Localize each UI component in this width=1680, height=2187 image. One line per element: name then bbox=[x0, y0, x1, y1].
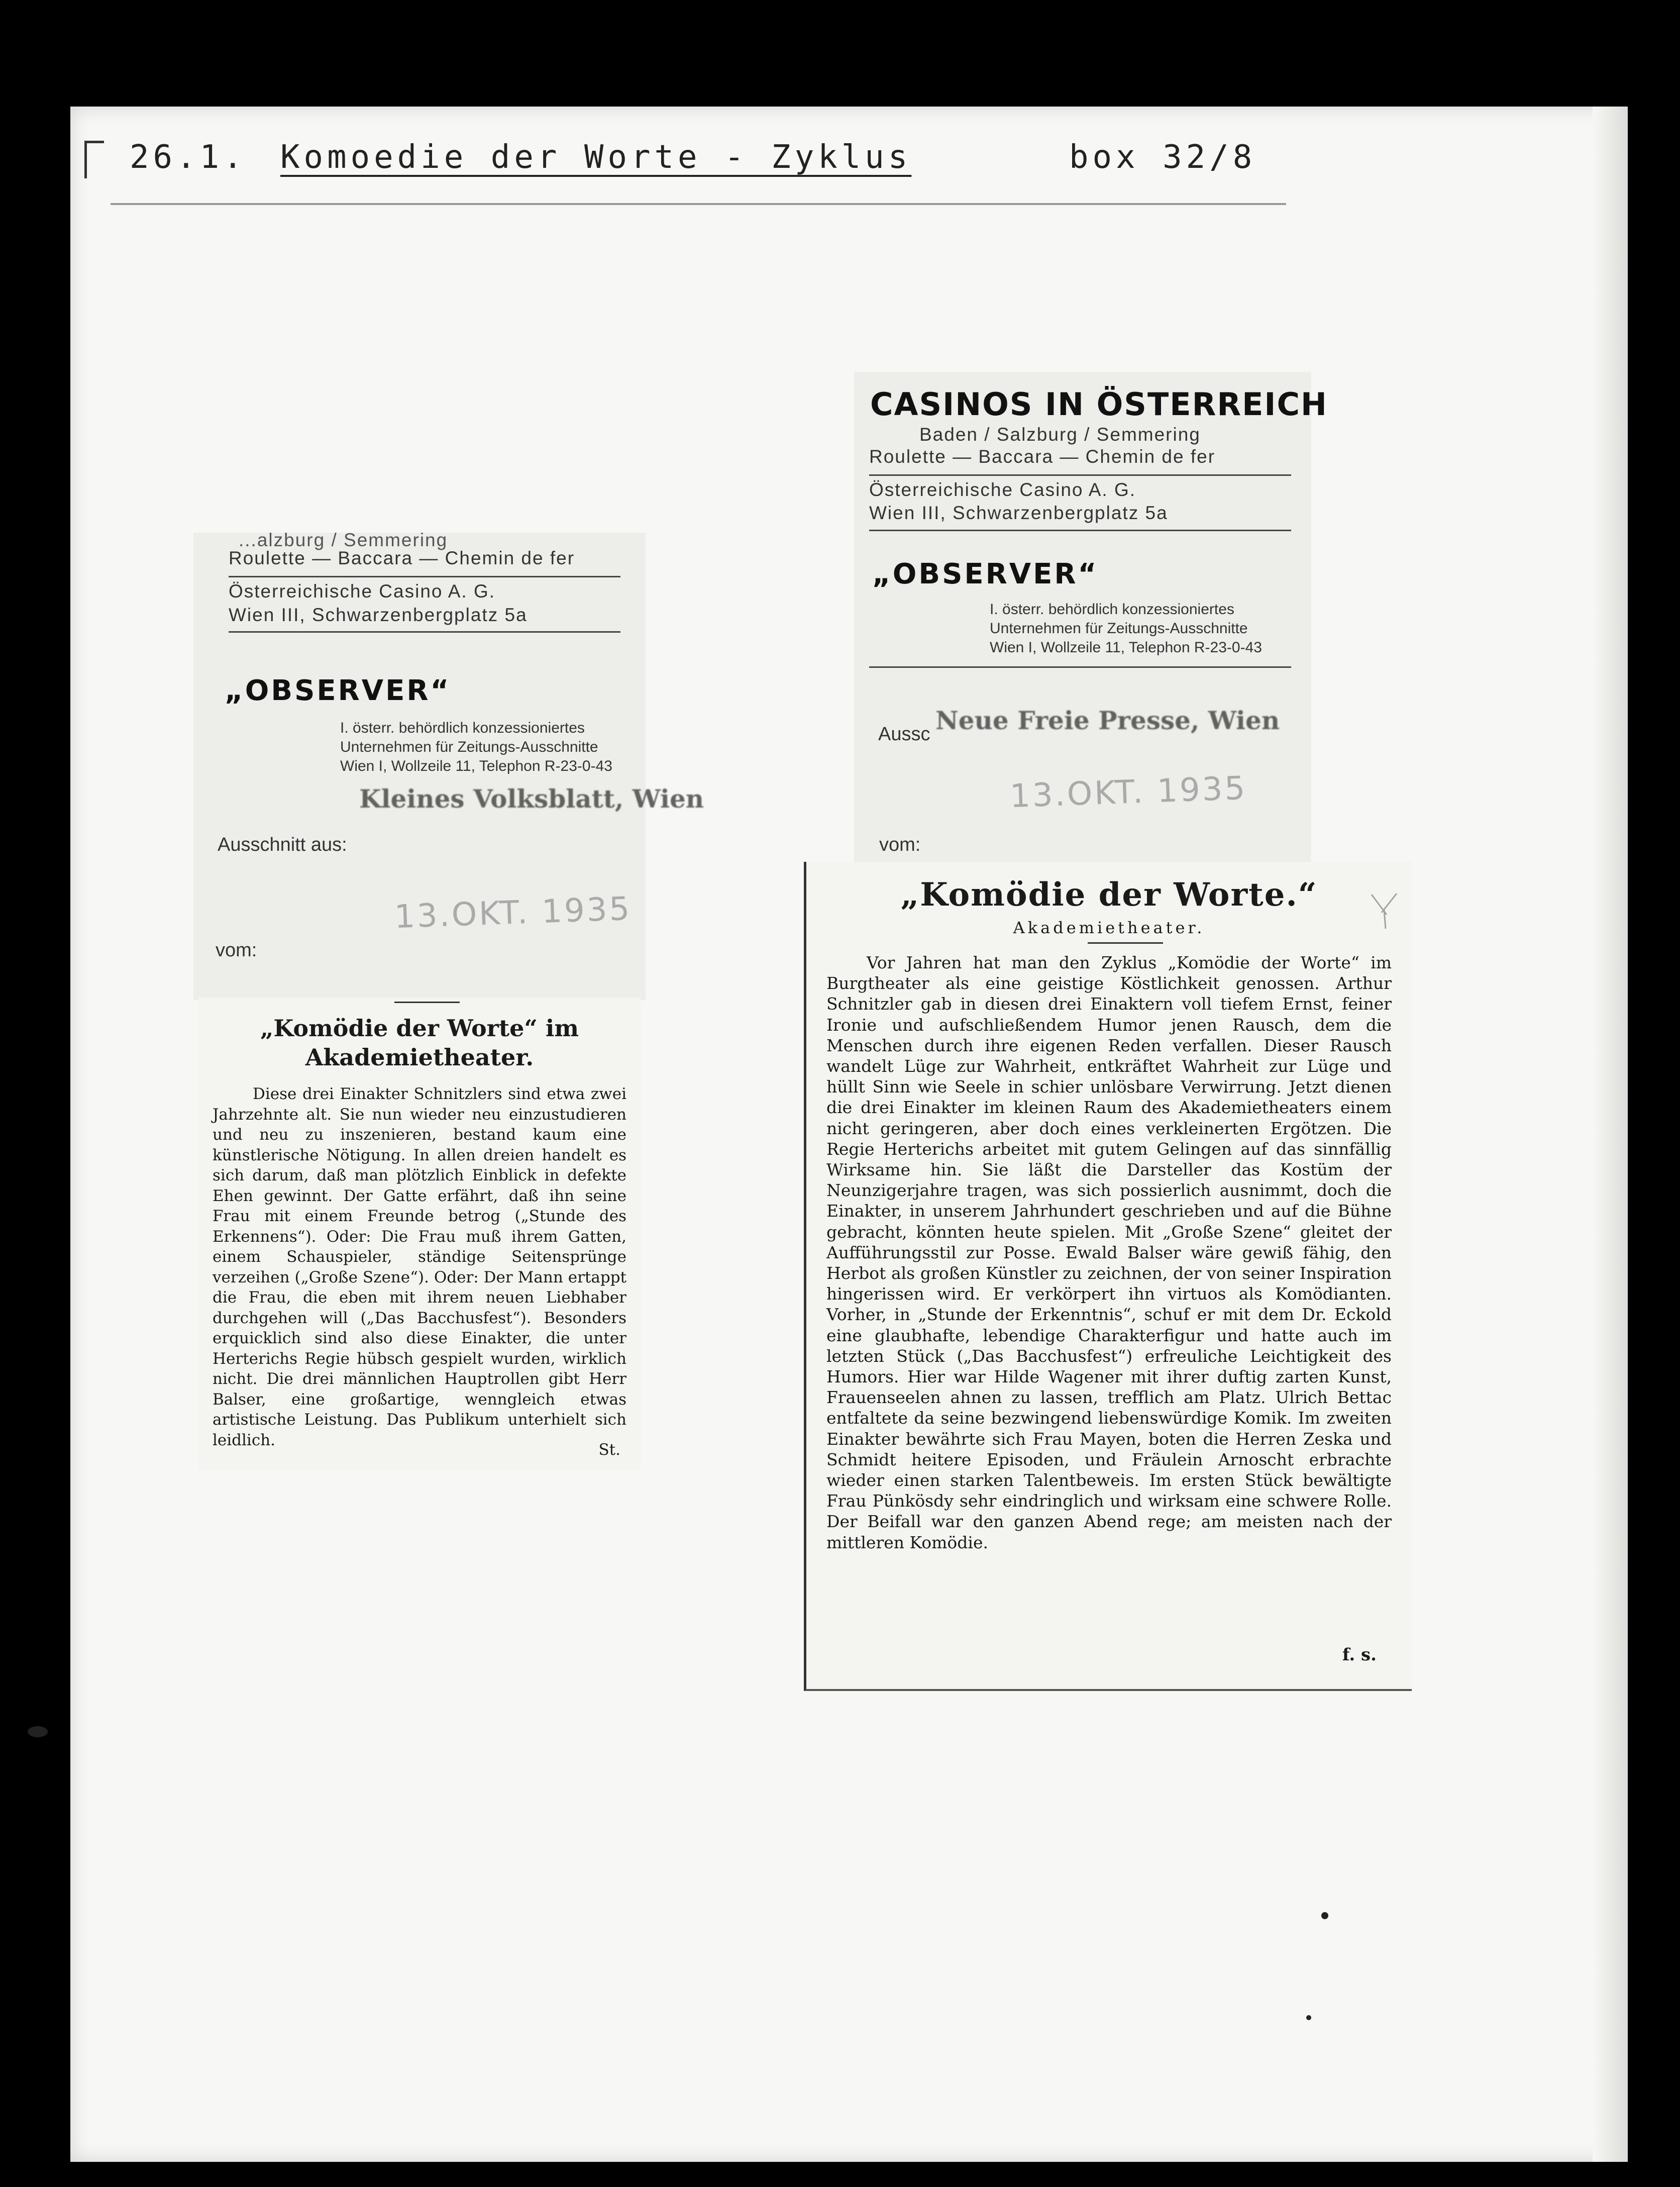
casinos-headline: CASINOS IN ÖSTERREICH bbox=[870, 386, 1328, 423]
article-akademietheater-right bbox=[804, 862, 1412, 1691]
pencil-annotation-mark bbox=[1367, 889, 1402, 930]
article-signature: St. bbox=[598, 1441, 620, 1459]
observer-logo: „OBSERVER“ bbox=[872, 558, 1099, 590]
date-label: vom: bbox=[216, 940, 257, 961]
box-number: box 32/8 bbox=[1069, 139, 1256, 176]
clipping-slip-right bbox=[854, 372, 1328, 864]
observer-line-3: Wien I, Wollzeile 11, Telephon R-23-0-43 bbox=[990, 639, 1262, 656]
slip-partial-locations: ...alzburg / Semmering bbox=[239, 530, 448, 550]
article-headline: „Komödie der Worte.“ bbox=[900, 876, 1318, 914]
article-akademietheater-left bbox=[198, 998, 641, 1470]
article-body: Vor Jahren hat man den Zyklus „Komödie der Worte“ im Burgtheater als eine geistige Köstlichkeit genossen. Arthur Schnitzler gab in diesen drei Einaktern voll tiefem Ernst, feiner Ironie und aufschließendem Humor jenen Rausch, dem die Menschen durch ihre eigenen Reden verfallen. Dieser Rausch wandelt Lüge zur Wahrheit, entkräftet Wahrheit zur Lüge und hüllt Sinn wie Seele in schier unlösbare Verwirrung. Jetzt dienen die drei Einakter im kleinen Raum des Akademietheaters einem nicht geringeren, aber doch eines verkleinerten Ergötzen. Die Regie Herterichs arbeitet mit gutem Gelingen auf das sinnfällig Wirksame hin. Sie läßt die Darsteller das Kostüm der Neunzigerjahre tragen, was sich possierlich ausnimmt, doch die Einakter, in unserem Jahrhundert geschrieben und auf die Bühne gebracht, könnten heute spielen. Mit „Große Szene“ gleitet der Aufführungsstil zur Posse. Ewald Balser wäre gewiß fähig, den Herbot als großen Künstler zu zeichnen, der von seiner Inspiration hingerissen wird. Er verkörpert ihn virtuos als Komödianten. Vorher, in „Stunde der Erkenntnis“, schuf er mit dem Dr. Eckold eine glaubhafte, lebendige Charakterfigur und hatte auch im letzten Stück („Das Bacchusfest“) erfreuliche Leichtigkeit des Humors. Hier war Hilde Wagener mit ihrer duftig zarten Kunst, Frauenseelen ahnen zu lassen, trefflich am Platz. Ulrich Bettac entfaltete da seine bezwingend liebenswürdige Komik. Im zweiten Einakter bewährte sich Frau Mayen, boten die Herren Zeska und Schmidt heitere Episoden, und Fräulein Arnoscht erbrachte wieder einen starken Talentbeweis. Im ersten Stück bewältigte Frau Pünkösdy sehr eindringlich und wirksam eine schwere Rolle. Der Beifall war den ganzen Abend rege; am meisten nach der mittleren Komödie. bbox=[826, 953, 1392, 1552]
slip-games: Roulette — Baccara — Chemin de fer bbox=[869, 446, 1216, 467]
article-body: Diese drei Einakter Schnitzlers sind etwa zwei Jahrzehnte alt. Sie nun wieder neu einzustudieren und neu zu inszenieren, bestand kaum eine künstlerische Nötigung. In allen dreien handelt es sich darum, daß man plötzlich Einblick in defekte Ehen gewinnt. Der Gatte erfährt, daß ihn seine Frau mit einem Freunde betrog („Stunde des Erkennens“). Oder: Die Frau muß ihrem Gatten, einem Schauspieler, ständige Seitensprünge verzeihen („Große Szene“). Oder: Der Mann ertappt die Frau, die eben mit ihrem neuen Liebhaber durchgehen will („Das Bacchusfest“). Besonders erquicklich sind also diese Einakter, die unter Herterichs Regie hübsch gespielt wurden, wirklich nicht. Die drei männlichen Hauptrollen gibt Herr Balser, eine großartige, wenngleich etwas artistische Leistung. Das Publikum unterhielt sich leidlich. bbox=[213, 1085, 626, 1449]
observer-line-2: Unternehmen für Zeitungs-Ausschnitte bbox=[340, 739, 598, 755]
slip-address: Wien III, Schwarzenbergplatz 5a bbox=[869, 503, 1168, 523]
source-stamp: Neue Freie Presse, Wien bbox=[935, 706, 1280, 735]
corner-bracket bbox=[84, 141, 104, 178]
slip-divider bbox=[229, 576, 620, 577]
scan-speck bbox=[1306, 2015, 1311, 2020]
excerpt-from-label: Ausschnitt aus: bbox=[218, 834, 347, 855]
article-signature: f. s. bbox=[1342, 1645, 1377, 1665]
source-stamp: Kleines Volksblatt, Wien bbox=[359, 784, 704, 814]
slip-divider bbox=[229, 631, 620, 633]
observer-logo: „OBSERVER“ bbox=[225, 674, 451, 707]
slip-games: Roulette — Baccara — Chemin de fer bbox=[229, 548, 575, 568]
excerpt-from-label: Aussc bbox=[878, 724, 930, 745]
observer-line-3: Wien I, Wollzeile 11, Telephon R-23-0-43 bbox=[340, 758, 612, 774]
article-headline: „Komödie der Worte“ im Akademietheater. bbox=[260, 1015, 579, 1071]
slip-company: Österreichische Casino A. G. bbox=[869, 479, 1136, 500]
date-stamp: 13.OKT. 1935 bbox=[1009, 769, 1248, 816]
observer-line-1: I. österr. behördlich konzessioniertes bbox=[340, 720, 585, 736]
article-subhead: Akademietheater. bbox=[1013, 918, 1205, 937]
date-label: vom: bbox=[879, 834, 921, 855]
clipping-slip-left bbox=[193, 530, 704, 1000]
header-divider bbox=[111, 203, 1286, 205]
folder-reference: 26.1. bbox=[130, 139, 247, 176]
scan-speck bbox=[1321, 1912, 1328, 1919]
article-top-rule bbox=[394, 1002, 460, 1003]
observer-line-2: Unternehmen für Zeitungs-Ausschnitte bbox=[990, 620, 1248, 637]
slip-divider bbox=[869, 666, 1291, 668]
slip-divider bbox=[869, 530, 1291, 531]
article-subhead-rule bbox=[1088, 942, 1163, 944]
date-stamp: 13.OKT. 1935 bbox=[393, 890, 633, 936]
folder-title: Komoedie der Worte - Zyklus bbox=[280, 139, 912, 176]
scan-speck bbox=[28, 1726, 48, 1737]
slip-company: Österreichische Casino A. G. bbox=[229, 581, 496, 602]
observer-line-1: I. österr. behördlich konzessioniertes bbox=[990, 601, 1234, 618]
casino-locations: Baden / Salzburg / Semmering bbox=[919, 424, 1201, 445]
slip-address: Wien III, Schwarzenbergplatz 5a bbox=[229, 605, 528, 625]
slip-divider bbox=[869, 474, 1291, 476]
